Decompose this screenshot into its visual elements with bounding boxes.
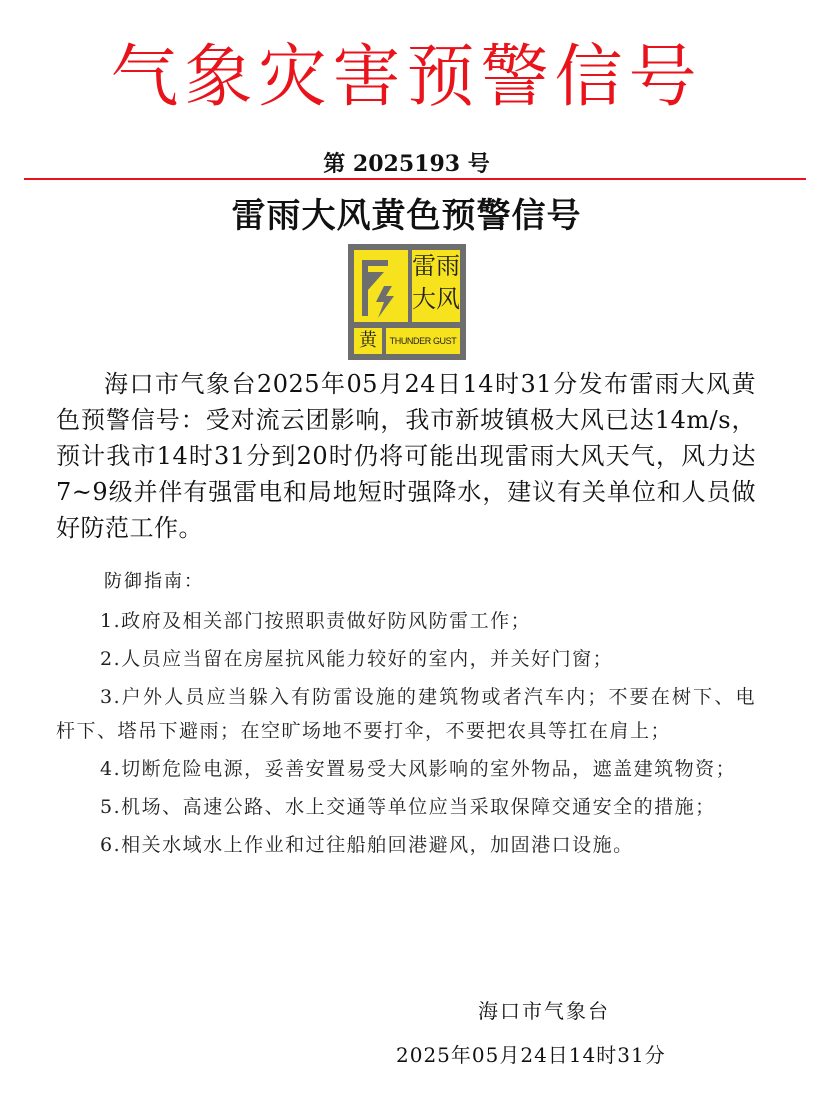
- guide-item: 5.机场、高速公路、水上交通等单位应当采取保障交通安全的措施；: [100, 796, 716, 818]
- defense-guide-heading: 防御指南：: [104, 571, 204, 592]
- signal-icon-line2: 大风: [412, 285, 460, 313]
- lightning-wind-icon: [354, 250, 408, 322]
- guide-item: 6.相关水域水上作业和过往船舶回港避风，加固港口设施。: [100, 834, 634, 856]
- defense-guide-list: [56, 604, 756, 866]
- header-divider: [24, 178, 806, 180]
- guide-item: 1.政府及相关部门按照职责做好防风防雷工作；: [100, 610, 532, 632]
- guide-item: 2.人员应当留在房屋抗风能力较好的室内，并关好门窗；: [100, 648, 614, 670]
- signal-icon-english: THUNDER GUST: [386, 328, 460, 354]
- issue-date: 2025年05月24日14时31分: [396, 1043, 666, 1067]
- issue-number: 第 2025193 号: [323, 151, 490, 177]
- document-header-title: 气象灾害预警信号: [110, 38, 703, 117]
- issuing-organization: 海口市气象台: [478, 999, 610, 1023]
- thunder-gust-yellow-signal-icon: [348, 244, 466, 360]
- signal-icon-text: [412, 250, 460, 322]
- signal-icon-level: 黄: [354, 328, 382, 354]
- guide-item: 4.切断危险电源，妥善安置易受大风影响的室外物品，遮盖建筑物资；: [100, 758, 737, 780]
- guide-item: 3.户外人员应当躲入有防雷设施的建筑物或者汽车内；不要在树下、电杆下、塔吊下避雨；在空旷场地不要打伞，不要把农具等扛在肩上；: [56, 686, 756, 742]
- warning-main-text: 海口市气象台2025年05月24日14时31分发布雷雨大风黄色预警信号：受对流云团影响，我市新坡镇极大风已达14m/s，预计我市14时31分到20时仍将可能出现雷雨大风天气，风力达7~9级并伴有强雷电和局地短时强降水，建议有关单位和人员做好防范工作。: [56, 370, 756, 542]
- signal-title: 雷雨大风黄色预警信号: [231, 196, 582, 236]
- signal-icon-line1: 雷雨: [412, 252, 460, 280]
